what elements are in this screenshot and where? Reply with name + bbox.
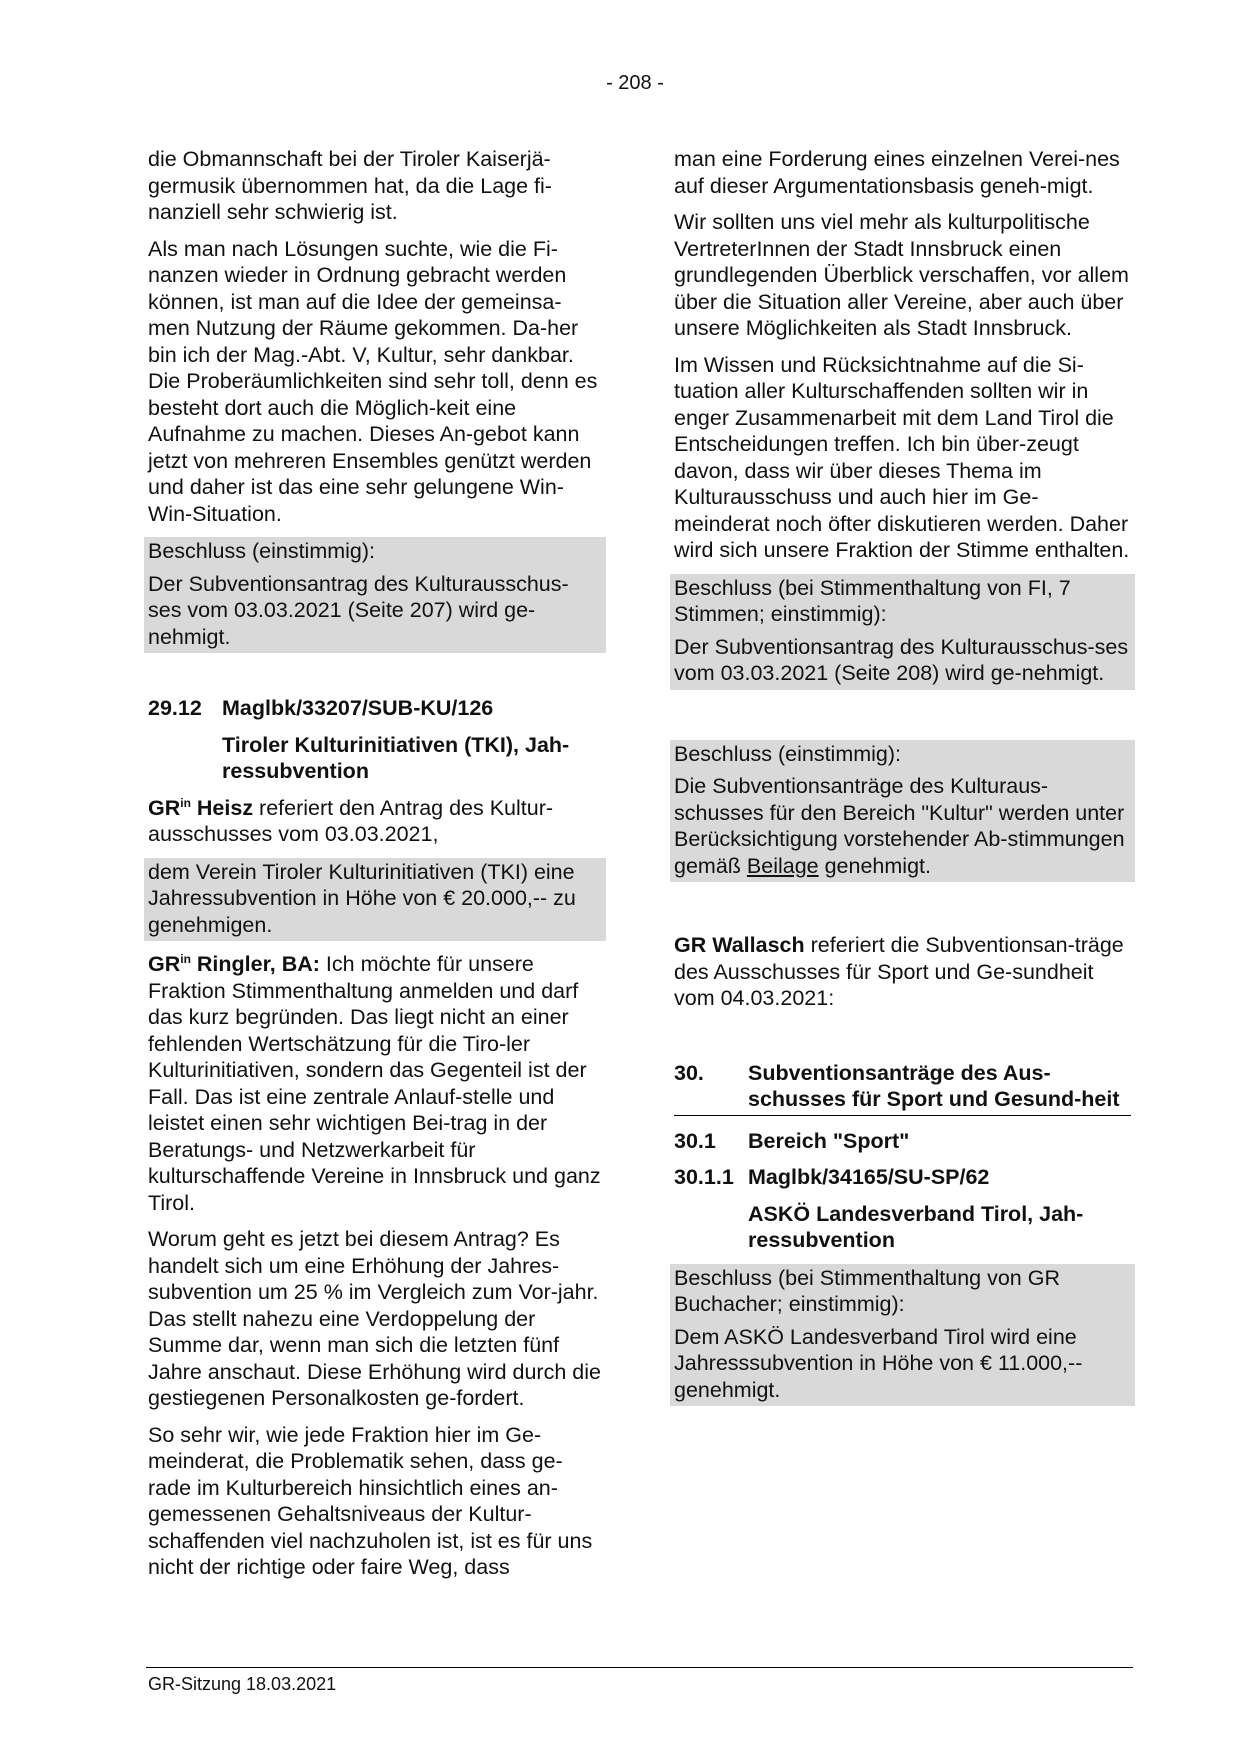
paragraph: Wir sollten uns viel mehr als kulturpolitische VertreterInnen der Stadt Innsbruck einen grundlegenden Überblick verschaffen, vor allem über die Situation aller Vereine, aber auch über unsere Möglichkeiten als Stadt Innsbruck. bbox=[674, 210, 1129, 340]
section-title: ASKÖ Landesverband Tirol, Jah-ressubvention bbox=[748, 1201, 1084, 1252]
paragraph: Im Wissen und Rücksichtnahme auf die Si-tuation aller Kulturschaffenden sollten wir in enger Zusammenarbeit mit dem Land Tirol die Entscheidungen treffen. Ich bin über-zeugt davon, dass wir über dieses Thema im Kulturausschuss und auch hier im Ge-meinderat noch öfter diskutieren werden. Daher wird sich unsere Fraktion der Stimme enthalten. bbox=[674, 352, 1130, 562]
paragraph: Als man nach Lösungen suchte, wie die Fi-nanzen wieder in Ordnung gebracht werden können, ist man auf die Idee der gemeinsa-men Nutzung der Räume gekommen. Da-her bin ich der Mag.-Abt. V, Kultur, sehr dankbar. Die Proberäumlichkeiten sind sehr toll, denn es besteht dort auch die Möglich-keit eine Aufnahme zu machen. Dieses An-gebot kann jetzt von mehreren Ensembles genützt werden und daher ist das eine sehr gelungene Win-Win-Situation. bbox=[148, 236, 598, 526]
speaker-name: $GR^{in}$ Heisz bbox=[148, 795, 254, 820]
resolution-text: Die Subventionsanträge des Kulturaus-schusses für den Bereich "Kultur" werden unter Berücksichtigung vorstehender Ab-stimmungen gemäß Beilage genehmigt. bbox=[674, 774, 1125, 878]
speaker-name: $GR^{in}$ Ringler, BA: bbox=[148, 951, 320, 976]
section-number: 30. bbox=[674, 1060, 704, 1085]
paragraph: man eine Forderung eines einzelnen Verei-nes auf dieser Argumentationsbasis geneh-migt. bbox=[674, 147, 1120, 198]
paragraph: Worum geht es jetzt bei diesem Antrag? Es handelt sich um eine Erhöhung der Jahres-subvention um 25 % im Vergleich zum Vor-jahr. Das stellt nahezu eine Verdoppelung der Summe dar, wenn man sich die letzten fünf Jahre anschaut. Diese Erhöhung wird durch die gestiegenen Personalkosten ge-fordert. bbox=[148, 1227, 601, 1410]
footer-text: GR-Sitzung 18.03.2021 bbox=[148, 1674, 337, 1694]
section-heading-30-1-1 bbox=[674, 1164, 1131, 1191]
section-heading-30-1 bbox=[674, 1128, 1131, 1155]
page-number: - 208 - bbox=[606, 72, 664, 94]
section-number: 29.12 bbox=[148, 696, 202, 720]
section-code: Maglbk/33207/SUB-KU/126 bbox=[222, 696, 494, 720]
resolution-title: Beschluss (bei Stimmenthaltung von FI, 7 Stimmen; einstimmig): bbox=[674, 575, 1071, 626]
speaker-paragraph bbox=[148, 951, 602, 1216]
speaker-text: referiert den Antrag des Kultur-ausschusses vom 03.03.2021, bbox=[148, 795, 554, 846]
speaker-text: Ich möchte für unsere Fraktion Stimmenthaltung anmelden und darf das kurz begründen. Das liegt nicht an einer fehlenden Wertschätzung für die Tiro-ler Kulturinitiativen, sondern das Gegenteil ist der Fall. Das ist eine zentrale Anlauf-stelle und leistet einen sehr wichtigen Bei-trag in der Beratungs- und Netzwerkarbeit für kulturschaffende Vereine in Innsbruck und ganz Tirol. bbox=[148, 952, 601, 1215]
resolution-box bbox=[144, 537, 606, 653]
resolution-box bbox=[670, 574, 1135, 690]
resolution-text: Der Subventionsantrag des Kulturausschus-ses vom 03.03.2021 (Seite 207) wird ge-nehmigt. bbox=[148, 571, 569, 649]
paragraph: So sehr wir, wie jede Fraktion hier im Ge-meinderat, die Problematik sehen, dass ge-rade im Kulturbereich hinsichtlich eines an-gemessenen Gehaltsniveaus der Kultur-schaffenden viel nachzuholen ist, ist es für uns nicht der richtige oder faire Weg, dass bbox=[148, 1422, 593, 1579]
resolution-text: Der Subventionsantrag des Kulturausschus-ses vom 03.03.2021 (Seite 208) wird ge-nehmigt. bbox=[674, 634, 1129, 685]
left-column bbox=[148, 146, 602, 1591]
section-number: 30.1 bbox=[674, 1128, 716, 1153]
footer-divider bbox=[146, 1667, 1133, 1668]
section-heading-29-12 bbox=[148, 695, 602, 722]
paragraph: die Obmannschaft bei der Tiroler Kaiserjä-germusik übernommen hat, da die Lage fi-nanziell sehr schwierig ist. bbox=[148, 147, 552, 224]
resolution-box bbox=[670, 1264, 1135, 1407]
speaker-text: referiert die Subventionsan-träge des Ausschusses für Sport und Ge-sundheit vom 04.03.2021: bbox=[674, 933, 1124, 1010]
section-title: Tiroler Kulturinitiativen (TKI), Jah-ressubvention bbox=[222, 732, 570, 783]
right-column bbox=[674, 146, 1131, 1416]
section-title: Bereich "Sport" bbox=[748, 1128, 910, 1153]
resolution-title: Beschluss (einstimmig): bbox=[148, 539, 375, 563]
section-number: 30.1.1 bbox=[674, 1165, 734, 1189]
speaker-paragraph bbox=[674, 932, 1131, 1012]
resolution-title: Beschluss (bei Stimmenthaltung von GR Buchacher; einstimmig): bbox=[674, 1265, 1060, 1316]
motion-text: dem Verein Tiroler Kulturinitiativen (TKI) eine Jahressubvention in Höhe von € 20.000,-- zu genehmigen. bbox=[148, 859, 576, 937]
beilage-link[interactable]: Beilage bbox=[746, 853, 819, 878]
resolution-box bbox=[670, 740, 1135, 883]
resolution-title: Beschluss (einstimmig): bbox=[674, 741, 901, 766]
section-title: Subventionsanträge des Aus-schusses für Sport und Gesund-heit bbox=[748, 1060, 1120, 1111]
section-heading-30 bbox=[674, 1060, 1131, 1116]
motion-box bbox=[144, 858, 606, 942]
resolution-text: Dem ASKÖ Landesverband Tirol wird eine Jahresssubvention in Höhe von € 11.000,-- genehmigt. bbox=[674, 1324, 1083, 1402]
speaker-paragraph bbox=[148, 795, 602, 848]
speaker-name: GR Wallasch bbox=[674, 933, 805, 957]
section-code: Maglbk/34165/SU-SP/62 bbox=[748, 1165, 990, 1189]
